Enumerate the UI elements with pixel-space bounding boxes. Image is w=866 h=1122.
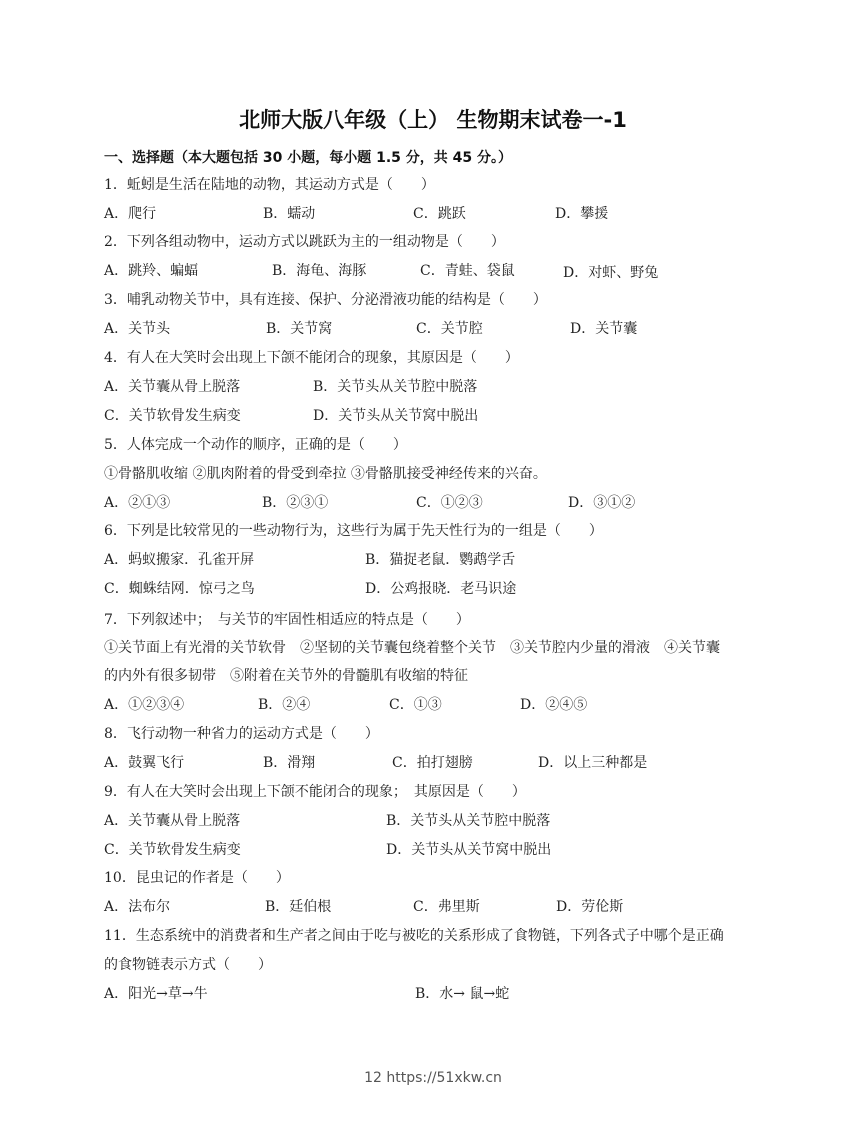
option-b: B．滑翔 xyxy=(263,755,316,771)
option-b: B．②④ xyxy=(258,697,311,713)
option-c: C．关节软骨发生病变 xyxy=(104,408,241,424)
question-stem: 4．有人在大笑时会出现上下颌不能闭合的现象，其原因是（ ） xyxy=(104,350,519,366)
option-a: A．跳羚、蝙蝠 xyxy=(104,263,199,279)
option-c: C．①③ xyxy=(389,697,442,713)
option-d: D．关节头从关节窝中脱出 xyxy=(313,408,479,424)
question-stem: 8．飞行动物一种省力的运动方式是（ ） xyxy=(104,726,379,742)
page-footer: 12 https://51xkw.cn xyxy=(364,1070,502,1086)
option-a: A．关节囊从骨上脱落 xyxy=(104,813,241,829)
option-d: D．劳伦斯 xyxy=(556,899,624,915)
option-b: B．廷伯根 xyxy=(265,899,332,915)
option-d: D．③①② xyxy=(568,495,636,511)
question-stem: 2．下列各组动物中，运动方式以跳跃为主的一组动物是（ ） xyxy=(104,234,505,250)
option-b: B．猫捉老鼠．鹦鹉学舌 xyxy=(365,552,516,568)
option-a: A．①②③④ xyxy=(104,697,185,713)
option-c: C．关节腔 xyxy=(416,321,483,337)
option-c: C．拍打翅膀 xyxy=(392,755,473,771)
option-a: A．关节囊从骨上脱落 xyxy=(104,379,241,395)
option-d: D．关节头从关节窝中脱出 xyxy=(386,842,552,858)
option-b: B．海龟、海豚 xyxy=(272,263,367,279)
option-b: B．关节头从关节腔中脱落 xyxy=(386,813,551,829)
option-c: C．青蛙、袋鼠 xyxy=(420,263,515,279)
option-b: B．蠕动 xyxy=(263,206,316,222)
option-c: C．蜘蛛结网．惊弓之鸟 xyxy=(104,581,255,597)
question-detail: ①关节面上有光滑的关节软骨 ②坚韧的关节囊包绕着整个关节 ③关节腔内少量的滑液 ④关节囊 xyxy=(104,640,720,656)
option-a: A．阳光→草→牛 xyxy=(104,986,208,1002)
question-detail: 的内外有很多韧带 ⑤附着在关节外的骨髓肌有收缩的特征 xyxy=(104,668,468,684)
section-heading: 一、选择题（本大题包括 30 小题，每小题 1.5 分，共 45 分。） xyxy=(104,150,513,166)
question-stem: 5．人体完成一个动作的顺序，正确的是（ ） xyxy=(104,437,407,453)
question-stem: 1．蚯蚓是生活在陆地的动物，其运动方式是（ ） xyxy=(104,177,435,193)
option-d: D．公鸡报晓．老马识途 xyxy=(365,581,517,597)
option-d: D．关节囊 xyxy=(570,321,638,337)
question-stem: 9．有人在大笑时会出现上下颌不能闭合的现象； 其原因是（ ） xyxy=(104,784,526,800)
question-stem-continued: 的食物链表示方式（ ） xyxy=(104,957,272,973)
option-d: D．对虾、野兔 xyxy=(563,265,659,281)
question-detail: ①骨骼肌收缩 ②肌肉附着的骨受到牵拉 ③骨骼肌接受神经传来的兴奋。 xyxy=(104,466,547,482)
option-a: A．法布尔 xyxy=(104,899,171,915)
question-stem: 11．生态系统中的消费者和生产者之间由于吃与被吃的关系形成了食物链，下列各式子中哪个是正确 xyxy=(104,928,724,944)
option-b: B．关节头从关节腔中脱落 xyxy=(313,379,478,395)
option-d: D．攀援 xyxy=(555,206,609,222)
option-d: D．以上三种都是 xyxy=(538,755,648,771)
option-b: B．②③① xyxy=(262,495,329,511)
option-c: C．弗里斯 xyxy=(413,899,480,915)
question-stem: 6．下列是比较常见的一些动物行为，这些行为属于先天性行为的一组是（ ） xyxy=(104,523,603,539)
option-b: B．关节窝 xyxy=(266,321,333,337)
option-c: C．关节软骨发生病变 xyxy=(104,842,241,858)
question-stem: 10．昆虫记的作者是（ ） xyxy=(104,870,290,886)
page-title: 北师大版八年级（上） 生物期末试卷一-1 xyxy=(239,108,627,132)
option-a: A．爬行 xyxy=(104,206,157,222)
option-a: A．关节头 xyxy=(104,321,171,337)
option-a: A．鼓翼飞行 xyxy=(104,755,185,771)
option-a: A．蚂蚁搬家．孔雀开屏 xyxy=(104,552,255,568)
option-c: C．①②③ xyxy=(416,495,483,511)
question-stem: 7．下列叙述中； 与关节的牢固性相适应的特点是（ ） xyxy=(104,612,470,628)
question-stem: 3．哺乳动物关节中，具有连接、保护、分泌滑液功能的结构是（ ） xyxy=(104,292,547,308)
option-d: D．②④⑤ xyxy=(520,697,588,713)
option-b: B．水→ 鼠→蛇 xyxy=(415,986,510,1002)
option-a: A．②①③ xyxy=(104,495,171,511)
option-c: C．跳跃 xyxy=(413,206,466,222)
